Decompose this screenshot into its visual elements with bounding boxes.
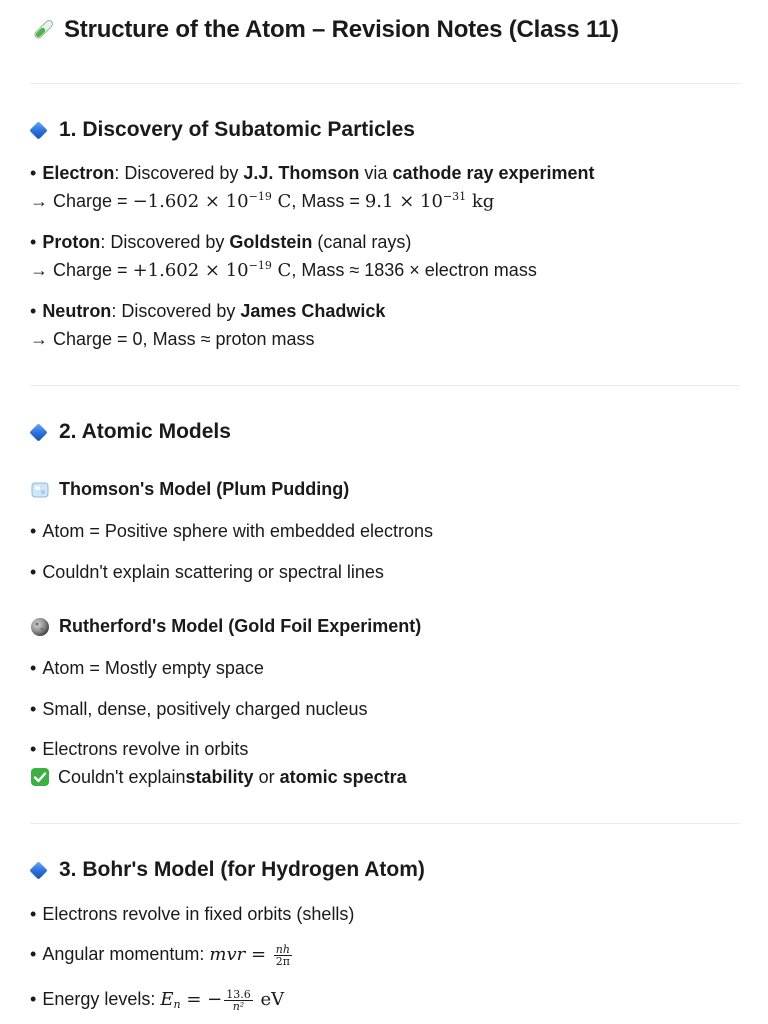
bullet: •: [30, 163, 37, 183]
charge-exponent: −19: [248, 259, 272, 272]
list-item: [30, 520, 433, 542]
check-mark-button-icon: [30, 767, 50, 787]
denominator: 2π: [275, 954, 290, 968]
ice-cube-icon: [30, 480, 50, 500]
term-proton: Proton: [42, 232, 101, 252]
text: : Discovered by: [111, 301, 241, 321]
term-neutron: Neutron: [42, 301, 112, 321]
list-item: [30, 561, 384, 583]
text: : Discovered by: [114, 163, 244, 183]
rutherford-limitation: [30, 766, 407, 788]
term-atomic-spectra: atomic spectra: [279, 767, 407, 787]
list-item: [30, 698, 368, 720]
denominator: n²: [232, 999, 245, 1013]
charge-unit: C: [271, 260, 292, 281]
mass-label: , Mass =: [291, 191, 365, 211]
proton-charge: [133, 260, 292, 281]
bullet: •: [30, 739, 37, 759]
divider: [30, 83, 740, 84]
list-item-text: Electrons revolve in fixed orbits (shells): [42, 904, 355, 924]
page-title-text: Structure of the Atom – Revision Notes (Class 11): [64, 16, 619, 43]
list-item-text: Small, dense, positively charged nucleus: [42, 699, 368, 719]
list-item: [30, 903, 354, 925]
energy-levels-line: [30, 988, 284, 1012]
electron-charge: [133, 191, 292, 212]
text: Couldn't explain: [58, 767, 186, 787]
mass-mantissa: 9.1 × 10: [364, 191, 443, 212]
bullet: •: [30, 301, 37, 321]
text: (canal rays): [312, 232, 412, 252]
rutherford-model-title: Rutherford's Model (Gold Foil Experiment): [59, 616, 422, 636]
list-item-text: Atom = Positive sphere with embedded electrons: [42, 521, 434, 541]
fraction: [274, 944, 292, 967]
angular-momentum-formula: [209, 942, 294, 968]
equals: = −: [180, 989, 223, 1010]
term-stability: stability: [185, 767, 254, 787]
neutron-line-2: → Charge = 0, Mass ≈ proton mass: [30, 329, 315, 349]
charge-unit: C: [271, 191, 292, 212]
charge-label: → Charge =: [30, 191, 133, 211]
term-electron: Electron: [42, 163, 115, 183]
blue-diamond-icon: [29, 423, 47, 441]
section-heading-discovery: [32, 118, 415, 142]
bullet: •: [30, 521, 37, 541]
bullet: •: [30, 904, 37, 924]
equals: =: [245, 944, 272, 965]
rutherford-model-heading: [30, 616, 421, 637]
text: via: [359, 163, 393, 183]
section-heading-text: 1. Discovery of Subatomic Particles: [59, 118, 415, 141]
bullet: •: [30, 989, 37, 1009]
numerator: nh: [275, 942, 290, 956]
mass-exponent: −31: [442, 190, 467, 203]
energy-symbol: E: [160, 989, 174, 1010]
subscript-n: n: [173, 998, 181, 1011]
numerator: 13.6: [226, 987, 251, 1001]
experiment: cathode ray experiment: [392, 163, 595, 183]
fraction: [224, 989, 253, 1012]
bullet: •: [30, 658, 37, 678]
charge-mantissa: −1.602 × 10: [132, 191, 249, 212]
thomson-model-title: Thomson's Model (Plum Pudding): [59, 479, 350, 499]
proton-line-1: [30, 231, 411, 253]
section-heading-text: 3. Bohr's Model (for Hydrogen Atom): [59, 858, 425, 881]
text: Angular momentum:: [42, 944, 210, 964]
charge-label: → Charge =: [30, 260, 133, 280]
divider: [30, 385, 740, 386]
divider: [30, 823, 740, 824]
bullet: •: [30, 699, 37, 719]
proton-line-2: [30, 259, 537, 282]
list-item-text: Couldn't explain scattering or spectral lines: [42, 562, 384, 582]
text: or: [253, 767, 280, 787]
bullet: •: [30, 944, 37, 964]
list-item: [30, 657, 264, 679]
energy-formula: [160, 987, 285, 1013]
blue-diamond-icon: [29, 861, 47, 879]
test-tube-icon: [30, 17, 56, 43]
mass-unit: kg: [466, 191, 495, 212]
section-heading-bohr: [32, 858, 425, 882]
moon-icon: [30, 617, 50, 637]
electron-line-2: [30, 190, 494, 213]
section-heading-models: [32, 420, 231, 444]
unit: eV: [254, 989, 285, 1010]
discoverer: Goldstein: [229, 232, 313, 252]
charge-exponent: −19: [248, 190, 272, 203]
thomson-model-heading: [30, 479, 349, 500]
list-item-text: Atom = Mostly empty space: [42, 658, 264, 678]
text: Energy levels:: [42, 989, 161, 1009]
list-item-text: Electrons revolve in orbits: [42, 739, 249, 759]
discoverer: James Chadwick: [240, 301, 386, 321]
angular-momentum-line: [30, 943, 294, 967]
list-item: [30, 738, 248, 760]
neutron-line-1: [30, 300, 385, 322]
bullet: •: [30, 562, 37, 582]
electron-line-1: [30, 162, 595, 184]
electron-mass: [365, 191, 494, 212]
blue-diamond-icon: [29, 121, 47, 139]
text: : Discovered by: [100, 232, 230, 252]
formula-lhs: mvr: [209, 944, 246, 965]
proton-mass: , Mass ≈ 1836 × electron mass: [291, 260, 537, 280]
charge-mantissa: +1.602 × 10: [132, 260, 249, 281]
bullet: •: [30, 232, 37, 252]
section-heading-text: 2. Atomic Models: [59, 420, 231, 443]
page-title: [30, 16, 619, 44]
discoverer: J.J. Thomson: [243, 163, 360, 183]
